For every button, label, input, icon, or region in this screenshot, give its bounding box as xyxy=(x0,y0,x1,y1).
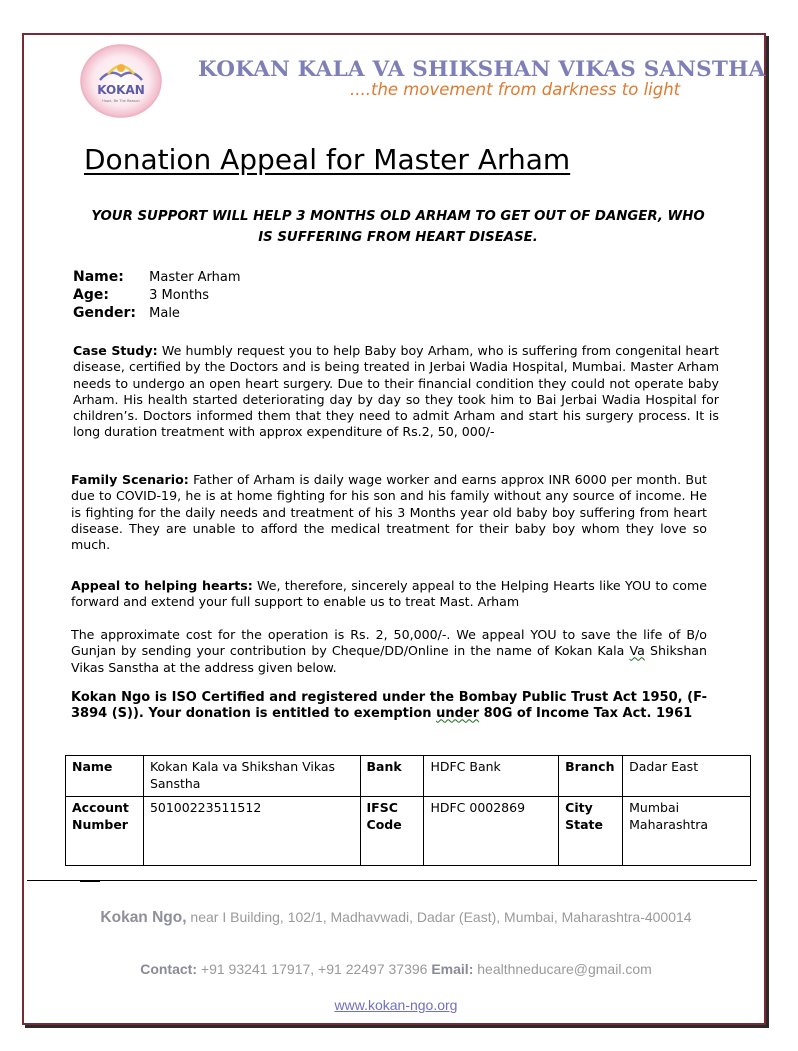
email-value[interactable]: healthneducare@gmail.com xyxy=(473,961,652,977)
logo-text: KOKAN xyxy=(97,83,145,97)
org-name: KOKAN KALA VA SHIKSHAN VIKAS SANSTHA xyxy=(198,57,766,82)
family-scenario-label: Family Scenario: xyxy=(71,472,189,487)
name-header: Name xyxy=(66,756,144,797)
family-scenario-paragraph xyxy=(71,472,707,553)
table-row xyxy=(66,797,751,866)
bank-header: Bank xyxy=(360,756,424,797)
patient-info xyxy=(73,268,241,322)
gender-label: Gender: xyxy=(73,305,136,321)
footer-org-name: Kokan Ngo, xyxy=(100,909,187,926)
city-state-header: City State xyxy=(559,797,623,866)
bank-details-table xyxy=(65,755,751,866)
table-row xyxy=(66,756,751,797)
age-label: Age: xyxy=(73,287,109,303)
cost-paragraph xyxy=(71,627,707,676)
contact-phones: +91 93241 17917, +91 22497 37396 xyxy=(197,961,432,977)
age-row xyxy=(73,286,241,304)
footer-website xyxy=(26,997,766,1013)
cost-text-after: Shikshan Vikas Sanstha at the address given below. xyxy=(71,643,707,675)
name-value: Master Arham xyxy=(149,270,241,285)
footer-contact xyxy=(26,961,766,977)
website-link[interactable]: www.kokan-ngo.org xyxy=(334,997,458,1013)
bank-value: HDFC Bank xyxy=(424,756,559,797)
iso-text-under: under xyxy=(436,706,480,722)
kokan-logo xyxy=(80,44,162,118)
city-state-value: Mumbai Maharashtra xyxy=(623,797,751,866)
logo-small-text: Hope, Be The Reason xyxy=(102,99,140,103)
account-number-header: Account Number xyxy=(66,797,144,866)
contact-label: Contact: xyxy=(140,961,197,977)
ifsc-value: HDFC 0002869 xyxy=(424,797,559,866)
case-study-text: We humbly request you to help Baby boy Arham, who is suffering from congenital heart disease, certified by the Doctors and is being treated in Jerbai Wadia Hospital, Mumbai. Master Arham needs to undergo an open heart surgery. Due to their financial condition they could not operate baby Arham. His health started deteriorating day by day so they took him to Bai Jerbai Wadia Hospital for children’s. Doctors informed them that they need to admit Arham and start his surgery process. It is long duration treatment with approx expenditure of Rs.2, 50, 000/- xyxy=(73,343,719,440)
account-number-value: 50100223511512 xyxy=(143,797,360,866)
appeal-label: Appeal to helping hearts: xyxy=(71,578,253,593)
cost-text-va: Va xyxy=(629,643,645,659)
gender-row xyxy=(73,304,241,322)
subtitle: YOUR SUPPORT WILL HELP 3 MONTHS OLD ARHAM TO GET OUT OF DANGER, WHO IS SUFFERING FROM HEART DISEASE. xyxy=(91,209,705,245)
age-value: 3 Months xyxy=(149,288,210,303)
iso-text-after: 80G of Income Tax Act. 1961 xyxy=(479,706,693,722)
tagline: ....the movement from darkness to light xyxy=(350,80,681,99)
footer-address xyxy=(26,909,766,927)
case-study-paragraph xyxy=(73,343,719,441)
cost-text: The approximate cost for the operation is Rs. 2, 50,000/-. We appeal YOU to save the life of B/o Gunjan by sending your contribution by Cheque/DD/Online in the name of Kokan Kala xyxy=(71,627,707,659)
name-label: Name: xyxy=(73,269,124,285)
iso-statement xyxy=(71,690,707,723)
name-row xyxy=(73,268,241,286)
iso-text: Kokan Ngo is ISO Certified and registered under the Bombay Public Trust Act 1950, (F-3894 (S)). Your donation is entitled to exemption xyxy=(71,690,707,722)
branch-value: Dadar East xyxy=(623,756,751,797)
footer-address-text: near I Building, 102/1, Madhavwadi, Dadar (East), Mumbai, Maharashtra-400014 xyxy=(186,909,692,925)
page-title: Donation Appeal for Master Arham xyxy=(84,143,571,176)
case-study-label: Case Study: xyxy=(73,343,158,358)
appeal-text: We, therefore, sincerely appeal to the Helping Hearts like YOU to come forward and extend your full support to enable us to treat Mast. Arham xyxy=(71,578,707,610)
ifsc-header: IFSC Code xyxy=(360,797,424,866)
account-name-value: Kokan Kala va Shikshan Vikas Sanstha xyxy=(143,756,360,797)
footer-divider xyxy=(27,880,757,881)
branch-header: Branch xyxy=(559,756,623,797)
appeal-paragraph xyxy=(71,578,707,611)
gender-value: Male xyxy=(149,306,180,321)
divider-mark xyxy=(80,880,100,882)
email-label: Email: xyxy=(431,961,474,977)
family-scenario-text: Father of Arham is daily wage worker and earns approx INR 6000 per month. But due to COVID-19, he is at home fighting for his son and his family without any source of income. He is fighting for the daily needs and treatment of his 3 Months year old baby boy suffering from heart disease. They are unable to afford the medical treatment for their baby boy whom they love so much. xyxy=(71,472,707,553)
